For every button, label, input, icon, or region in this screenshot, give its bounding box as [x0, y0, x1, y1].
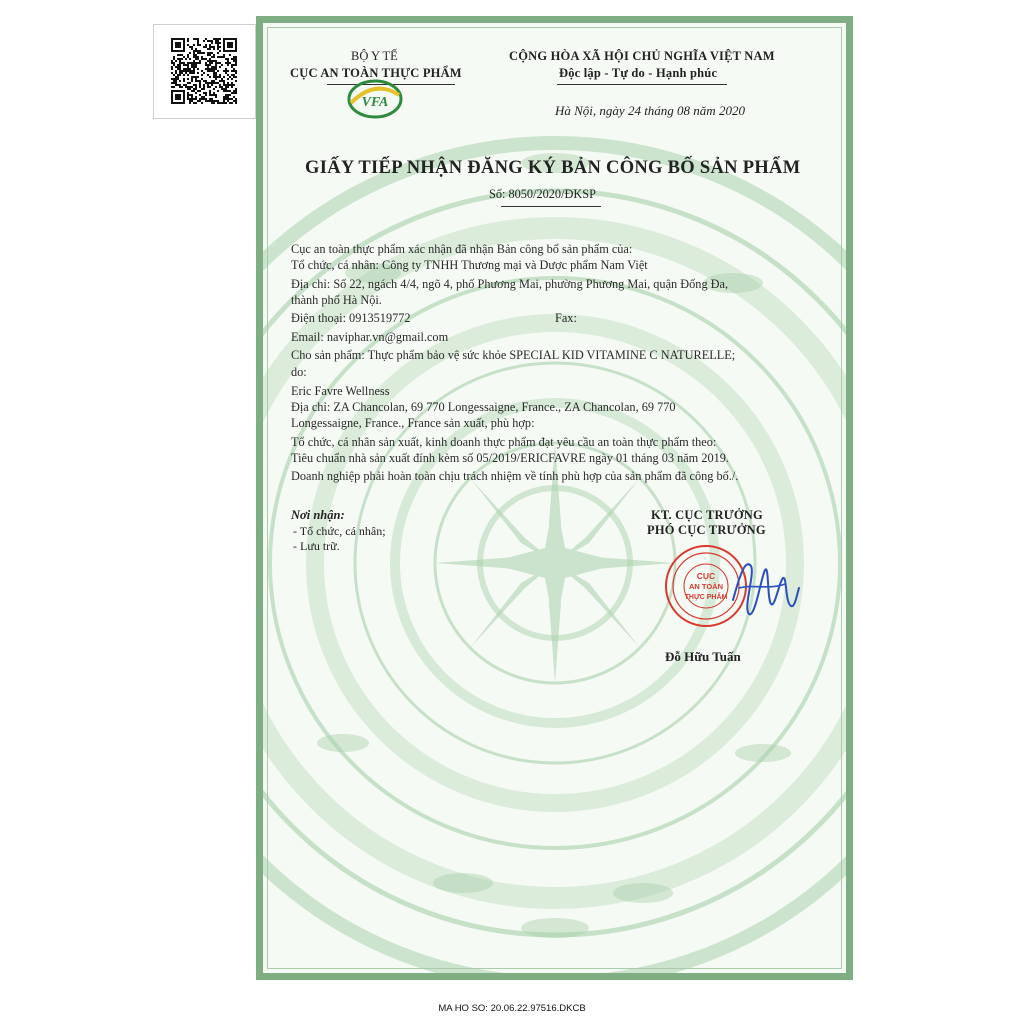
body-line: do: — [291, 365, 307, 379]
fax-label: Fax: — [555, 311, 577, 325]
body-line: Địa chỉ: ZA Chancolan, 69 770 Longessaigne, France., ZA Chancolan, 69 770 — [291, 400, 676, 414]
country-name: CỘNG HÒA XÃ HỘI CHỦ NGHĨA VIỆT NAM — [509, 49, 775, 63]
ministry-name: BỘ Y TẾ — [351, 49, 398, 63]
vfa-logo-icon — [345, 73, 405, 121]
body-line: Điện thoại: 0913519772 — [291, 311, 411, 325]
file-code: MA HO SO: 20.06.22.97516.DKCB — [438, 1003, 586, 1014]
svg-text:AN TOÀN: AN TOÀN — [688, 582, 724, 591]
body-line: Cho sản phẩm: Thực phẩm bảo vệ sức khỏe SPECIAL KID VITAMINE C NATURELLE; — [291, 348, 736, 362]
body-line: Doanh nghiệp phải hoàn toàn chịu trách nhiệm về tính phù hợp của sản phẩm đã công bố./. — [291, 469, 739, 483]
right-header-rule — [557, 84, 727, 85]
date-line: Hà Nội, ngày 24 tháng 08 năm 2020 — [555, 103, 745, 118]
body-line: Eric Favre Wellness — [291, 384, 390, 398]
body-line: Tổ chức, cá nhân: Công ty TNHH Thương mại và Dược phẩm Nam Việt — [291, 258, 648, 272]
body-line: Địa chỉ: Số 22, ngách 4/4, ngõ 4, phố Phương Mai, phường Phương Mai, quận Đống Đa, — [291, 277, 729, 291]
recipient-item: - Lưu trữ. — [293, 539, 340, 553]
department-name: CỤC AN TOÀN THỰC PHẨM — [290, 66, 462, 80]
signer-title: KT. CỤC TRƯỞNG — [651, 508, 763, 522]
body-line: Cục an toàn thực phẩm xác nhận đã nhận Bản công bố sản phẩm của: — [291, 242, 633, 256]
registration-number: Số: 8050/2020/ĐKSP — [489, 187, 596, 201]
title-rule — [501, 206, 601, 207]
svg-text:VFA: VFA — [361, 95, 389, 110]
svg-text:CỤC: CỤC — [696, 571, 716, 581]
body-line: Longessaigne, France., France sản xuất, phù hợp: — [291, 416, 535, 430]
motto: Độc lập - Tự do - Hạnh phúc — [559, 66, 718, 80]
svg-text:THỰC PHẨM: THỰC PHẨM — [684, 594, 728, 601]
body-line: Tiêu chuẩn nhà sản xuất đính kèm số 05/2019/ERICFAVRE ngày 01 tháng 03 năm 2019. — [291, 451, 729, 465]
signer-position: PHÓ CỤC TRƯỞNG — [647, 523, 766, 537]
body-line: thành phố Hà Nội. — [291, 293, 382, 307]
recipient-item: - Tổ chức, cá nhân; — [293, 524, 386, 538]
qr-code-box — [153, 24, 256, 119]
certificate-frame — [256, 16, 853, 980]
recipients-heading: Nơi nhận: — [291, 508, 345, 522]
qr-code-icon — [171, 38, 237, 104]
body-line: Tổ chức, cá nhân sản xuất, kinh doanh thực phẩm đạt yêu cầu an toàn thực phẩm theo: — [291, 435, 717, 449]
body-line: Email: naviphar.vn@gmail.com — [291, 330, 449, 344]
document-title: GIẤY TIẾP NHẬN ĐĂNG KÝ BẢN CÔNG BỐ SẢN PHẨM — [305, 158, 801, 178]
signature-icon — [725, 548, 801, 626]
signer-name: Đỗ Hữu Tuấn — [665, 649, 741, 664]
